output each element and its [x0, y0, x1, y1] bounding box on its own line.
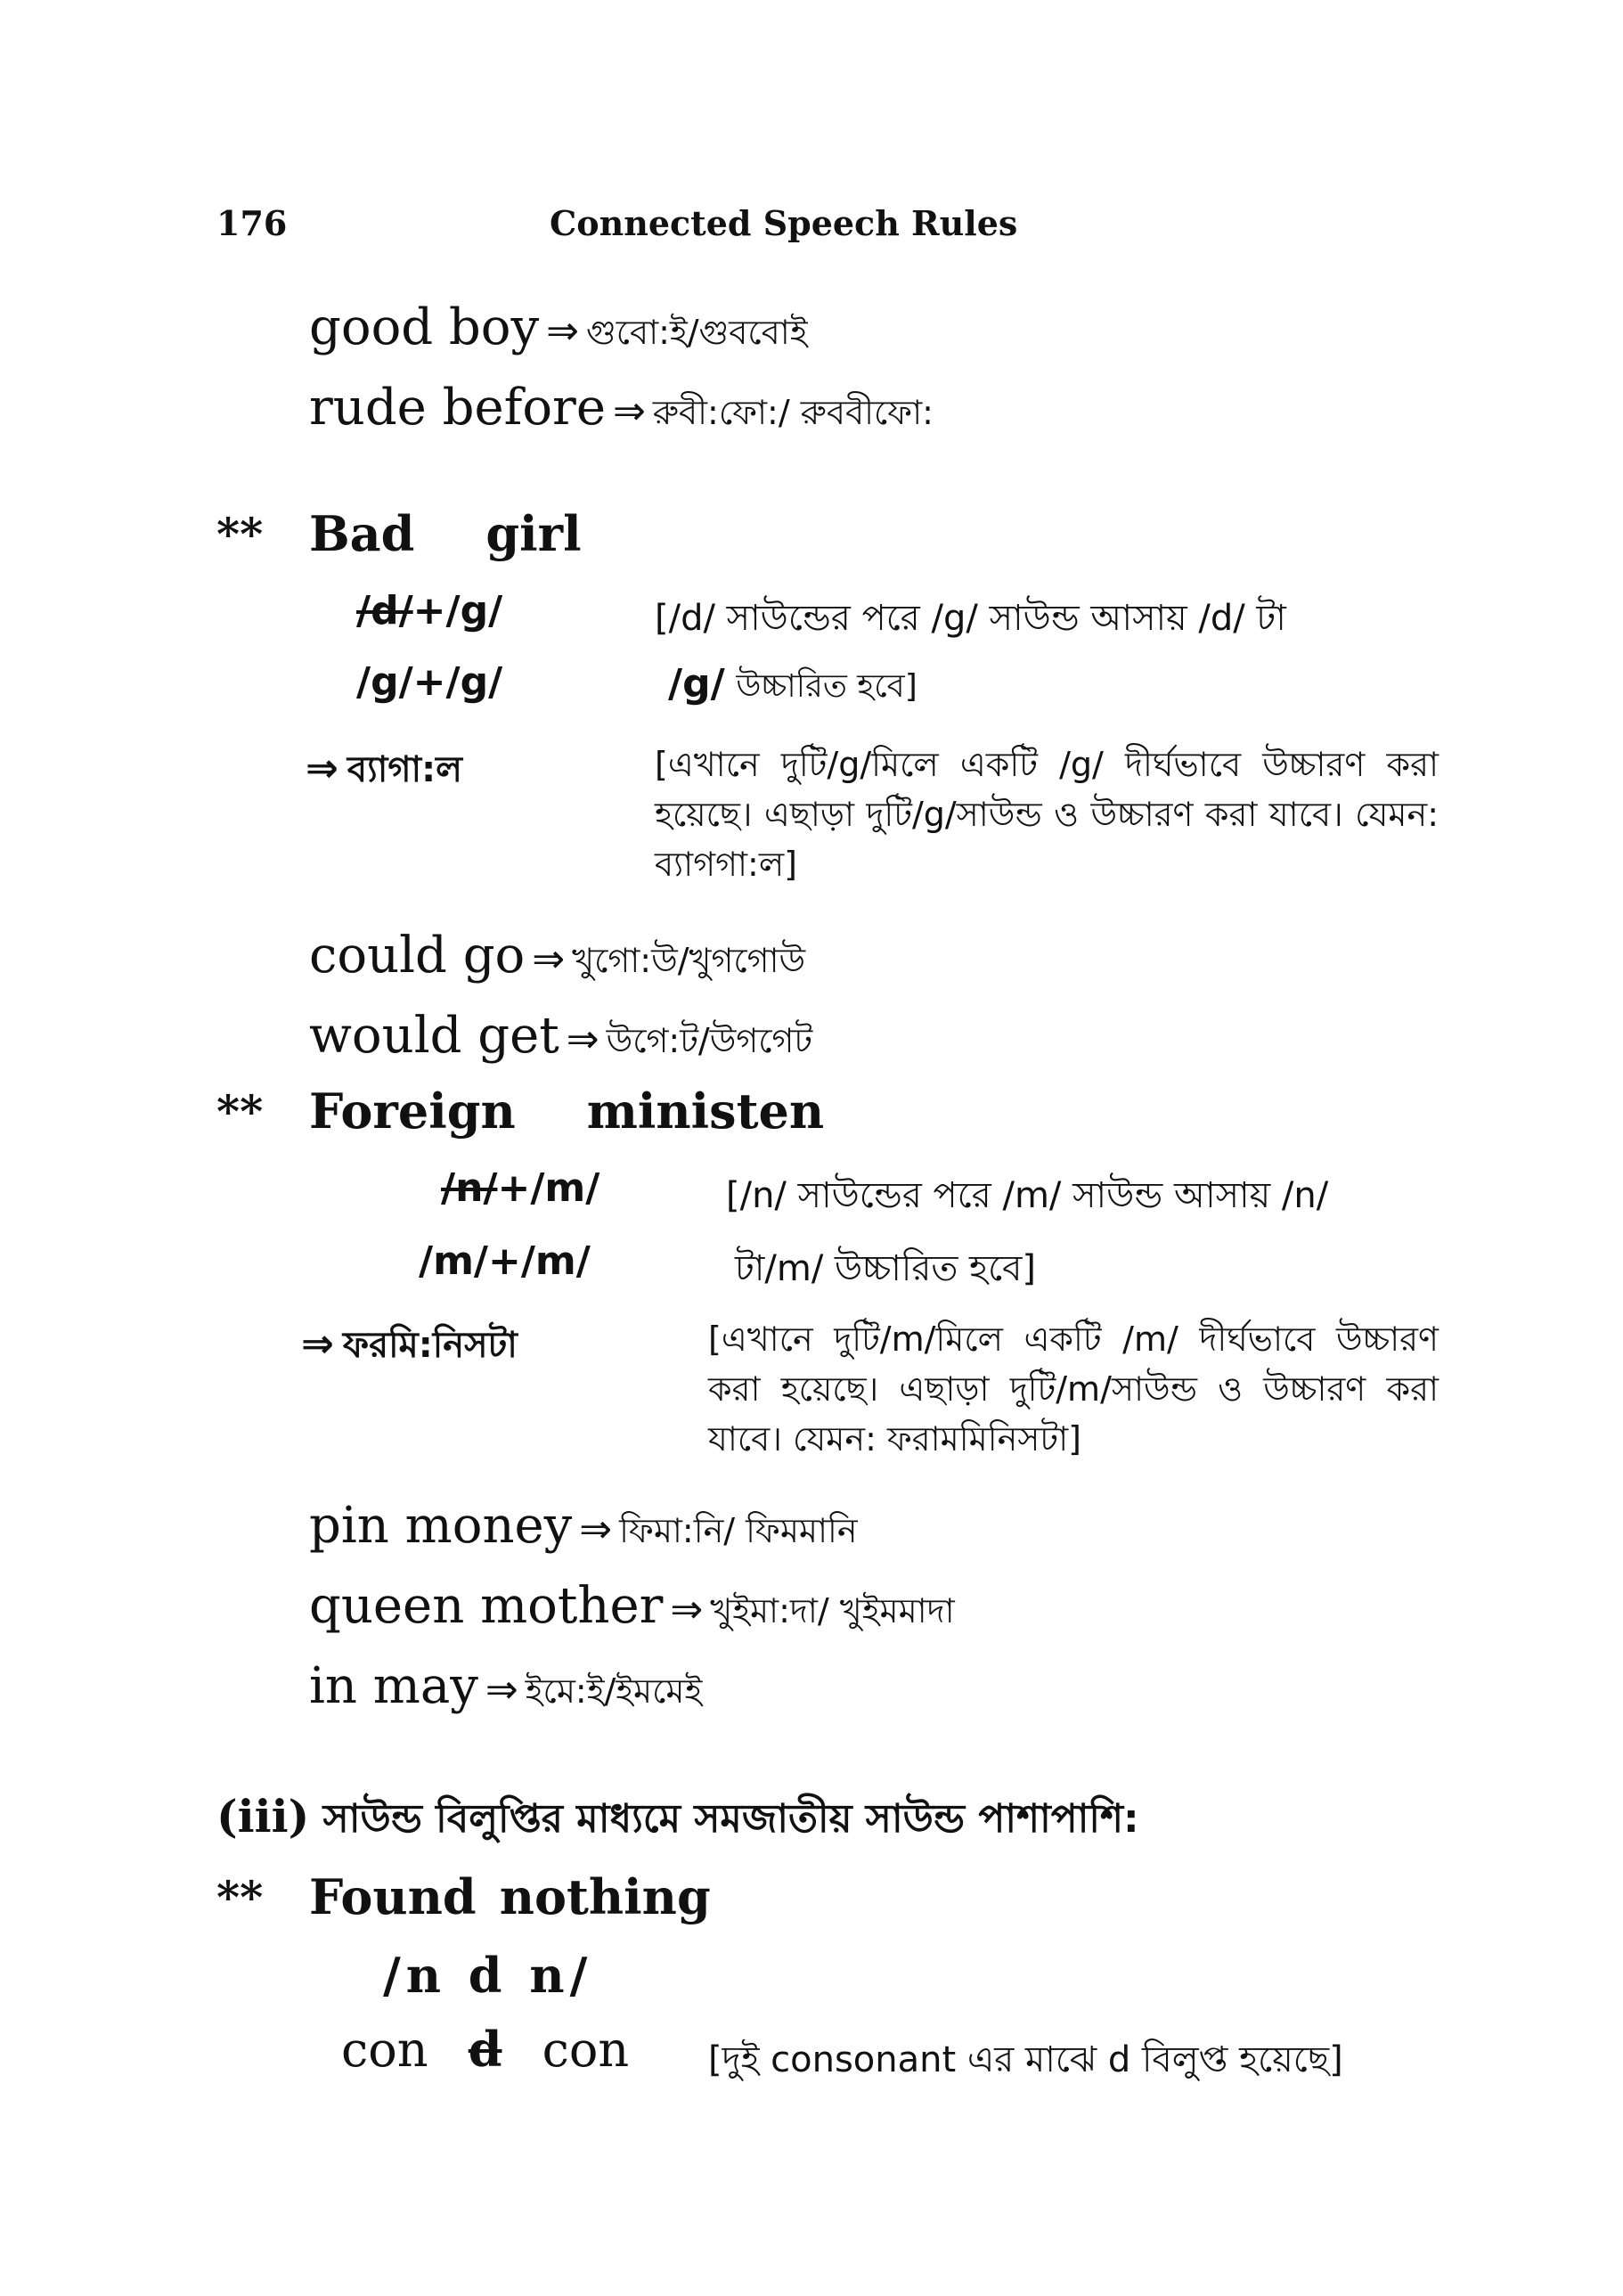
sound-pattern: /n d n/ — [383, 1947, 593, 2004]
rule-line-1 — [356, 588, 502, 633]
example-queen-mother — [309, 1577, 955, 1642]
consonant: con — [542, 2022, 630, 2078]
stars-marker: ** — [216, 508, 264, 560]
result-text: ফরমি:নিসটা — [342, 1325, 518, 1366]
example-bn: গুবো:ই/গুববোই — [586, 313, 808, 352]
arrow-icon: ⇒ — [579, 1507, 613, 1552]
page-number: 176 — [216, 203, 288, 243]
heading-word: Found — [309, 1868, 477, 1925]
heading-word: Foreign — [309, 1083, 516, 1140]
deleted-sound: d — [468, 2021, 502, 2078]
heading-bad-girl — [309, 505, 582, 562]
example-in-may — [309, 1657, 702, 1722]
arrow-icon: ⇒ — [546, 308, 579, 354]
consonant: con — [341, 2022, 428, 2078]
arrow-icon: ⇒ — [301, 1321, 334, 1367]
heading-foreign-minister — [309, 1083, 824, 1140]
rule-symbol: /g/ — [668, 661, 725, 707]
example-could-go — [309, 927, 805, 992]
example-bn: খুগো:উ/খুগগোউ — [572, 941, 806, 980]
example-en: would get — [309, 1007, 559, 1065]
example-en: good boy — [309, 298, 540, 356]
rule-rest: +/g/ — [412, 588, 503, 633]
rule-line-2: /g/+/g/ — [356, 659, 503, 705]
arrow-icon: ⇒ — [306, 746, 338, 791]
heading-word: Bad — [309, 505, 415, 562]
note-foreign-minister: [এখানে দুটি/m/মিলে একটি /m/ দীর্ঘভাবে উচ্চারণ করা হয়েছে। এছাড়া দুটি/m/সাউন্ড ও উচ্চারণ করা যাবে। যেমন: ফরামমিনিসটা] — [708, 1320, 1439, 1458]
heading-found-nothing — [309, 1868, 711, 1925]
example-would-get — [309, 1007, 812, 1072]
rule-note-1: [/n/ সাউন্ডের পরে /m/ সাউন্ড আসায় /n/ — [726, 1175, 1329, 1216]
example-en: could go — [309, 927, 526, 985]
heading-word: girl — [485, 505, 582, 562]
note-bad-girl: [এখানে দুটি/g/মিলে একটি /g/ দীর্ঘভাবে উচ্চারণ করা হয়েছে। এছাড়া দুটি/g/সাউন্ড ও উচ্চারণ করা যাবে। যেমন: ব্যাগগা:ল] — [655, 745, 1439, 884]
arrow-icon: ⇒ — [612, 388, 646, 434]
section-heading-iii — [216, 1789, 1139, 1854]
rule-line-1 — [441, 1165, 599, 1211]
section-title: সাউন্ড বিলুপ্তির মাধ্যমে সমজাতীয় সাউন্ড পাশাপাশি: — [322, 1796, 1139, 1842]
result-foreign-minister — [301, 1317, 518, 1377]
arrow-icon: ⇒ — [670, 1587, 704, 1632]
example-en: pin money — [309, 1497, 573, 1555]
example-bn: ইমে:ই/ইমমেই — [525, 1671, 703, 1711]
consonant-line — [341, 2021, 629, 2078]
example-rude-before — [309, 379, 934, 444]
result-bad-girl — [306, 741, 462, 801]
example-en: rude before — [309, 379, 606, 437]
rule-line-2: /m/+/m/ — [419, 1238, 591, 1284]
rule-note-2: টা/m/ উচ্চারিত হবে] — [735, 1248, 1037, 1289]
stars-marker: ** — [216, 1871, 264, 1924]
example-pin-money — [309, 1497, 858, 1562]
heading-word: nothing — [499, 1868, 711, 1925]
arrow-icon: ⇒ — [566, 1017, 599, 1062]
struck-sound: /n/ — [441, 1165, 498, 1211]
example-en: in may — [309, 1657, 478, 1715]
rule-text: উচ্চারিত হবে] — [736, 668, 918, 705]
arrow-icon: ⇒ — [532, 936, 566, 982]
result-text: ব্যাগা:ল — [347, 749, 462, 790]
rule-rest: +/m/ — [497, 1165, 600, 1211]
heading-word: ministen — [586, 1083, 825, 1140]
example-bn: খুইমা:দা/ খুইমমাদা — [710, 1591, 955, 1630]
struck-sound: /d/ — [356, 588, 413, 633]
rule-note-1: [/d/ সাউন্ডের পরে /g/ সাউন্ড আসায় /d/ টা — [655, 598, 1286, 639]
example-en: queen mother — [309, 1577, 664, 1635]
example-bn: রুবী:ফো:/ রুববীফো: — [652, 393, 934, 432]
example-bn: ফিমা:নি/ ফিমমানি — [619, 1511, 858, 1550]
rule-note-2 — [668, 661, 918, 715]
deletion-note: [দুই consonant এর মাঝে d বিলুপ্ত হয়েছে] — [708, 2039, 1343, 2080]
example-good-boy — [309, 298, 808, 364]
arrow-icon: ⇒ — [485, 1667, 518, 1712]
section-number: (iii) — [216, 1790, 310, 1843]
example-bn: উগে:ট/উগগেট — [606, 1021, 813, 1060]
running-head: Connected Speech Rules — [550, 203, 1018, 243]
stars-marker: ** — [216, 1085, 264, 1138]
